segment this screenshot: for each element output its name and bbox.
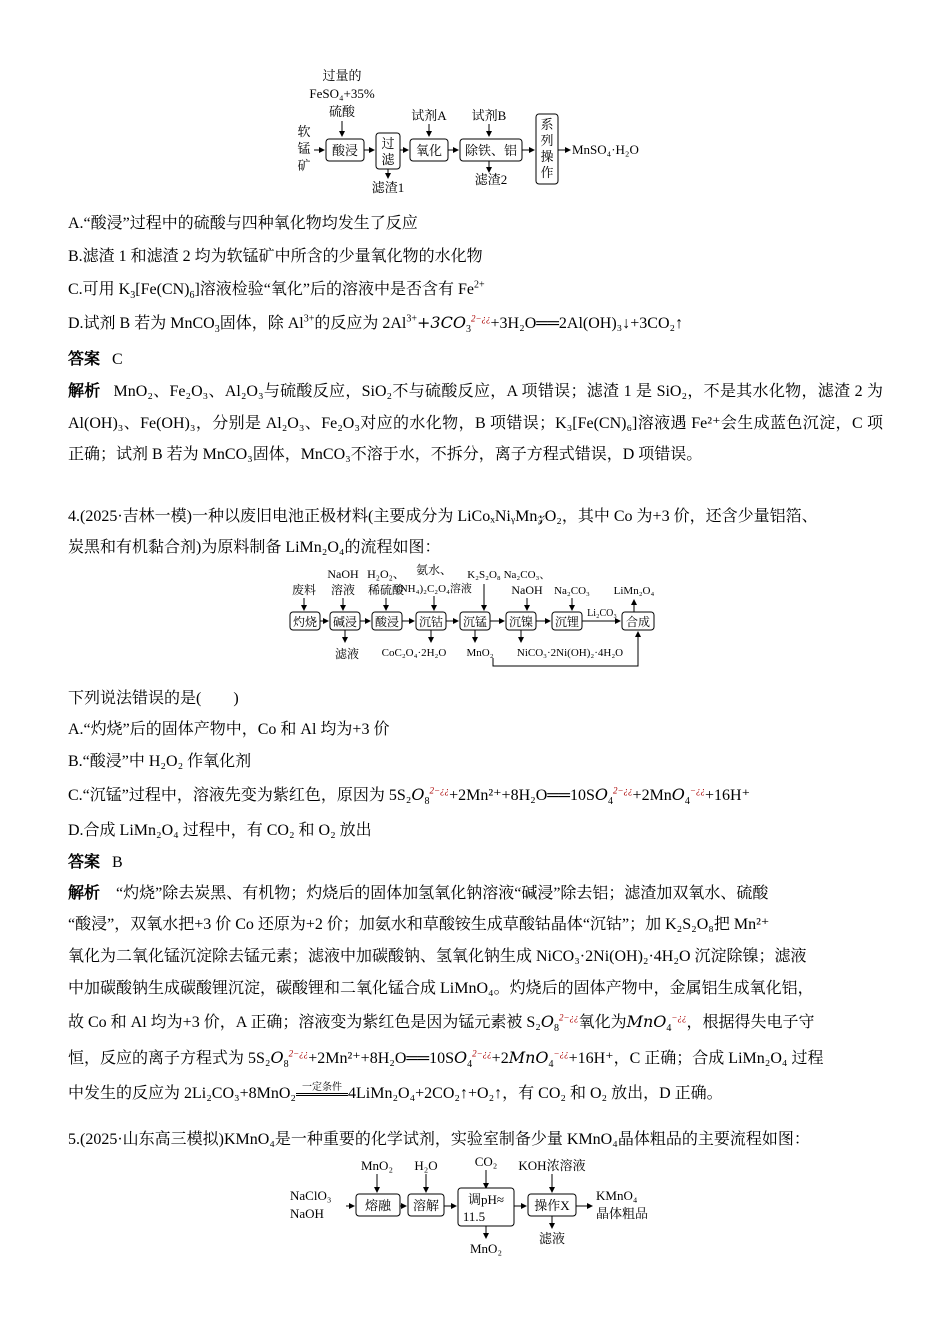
diagram-label: NaOH (511, 583, 543, 597)
diagram-label: 沉钴 (418, 615, 444, 629)
diagram-label: MnO₂ (466, 647, 494, 659)
diagram-label: 溶液 (330, 583, 356, 597)
q3-analysis: 解析 MnO₂、Fe₂O₃、Al₂O₃与硫酸反应，SiO₂不与硫酸反应，A 项错误；滤渣 1 是 SiO₂，不是其水化物，滤渣 2 为 Al(OH)₃、Fe(OH)₃，分别是 Al₂O₃、Fe₂O₃对应的水化物，B 项错误；K₃[Fe(CN)₆]溶液遇 Fe²⁺会生成蓝色沉淀，C 项正确；试剂 B 若为 MnCO₃固体，MnCO₃不溶于水，不拆分，离子方程式错误，D 项错误。 (68, 383, 883, 463)
box-remove-fe-al: 除铁、铝 (464, 143, 518, 158)
box-filter: 滤 (381, 152, 395, 167)
box-filter: 过 (381, 136, 395, 151)
q4-analysis-3: 氧化为二氧化锰沉淀除去锰元素；滤液中加碳酸钠、氢氧化钠生成 NiCO₃·2Ni(OH)₂·4H₂O 沉淀除镍；滤液 (68, 948, 807, 965)
diagram-label: 调pH≈ (467, 1192, 505, 1207)
diagram-label: NaOH (327, 567, 359, 581)
diagram-label: 灼烧 (292, 615, 318, 629)
q4-stem-2: 炭黑和有机黏合剂)为原料制备 LiMn₂O₄的流程如图： (68, 539, 441, 556)
diagram-label: 11.5 (462, 1209, 486, 1224)
diagram-label: 晶体粗品 (596, 1206, 649, 1221)
box-series-ops: 列 (540, 133, 554, 148)
q3-option-b: B.滤渣 1 和滤渣 2 均为软锰矿中所含的少量氧化物的水化物 (68, 248, 483, 265)
source-label: 软 (297, 124, 311, 139)
diagram-label: 碱浸 (332, 615, 358, 629)
reagent-label: 硫酸 (328, 104, 356, 119)
box-acid-leach: 酸浸 (331, 143, 359, 158)
reagent-b: 试剂B (471, 108, 507, 123)
diagram-label: 熔融 (364, 1198, 392, 1213)
q4-analysis-4: 中加碳酸钠生成碳酸锂沉淀，碳酸锂和二氧化锰合成 LiMnO₄。灼烧后的固体产物中，金属铝生成氧化铝， (68, 980, 814, 997)
q5-stem: 5.(2025·山东高三模拟)KMnO₄是一种重要的化学试剂，实验室制备少量 KMnO₄晶体粗品的主要流程如图： (68, 1131, 810, 1148)
diagram-label: LiMn₂O₄ (613, 585, 655, 597)
flow-diagram-mnso4 (290, 66, 670, 198)
reagent-label: 过量的 (322, 68, 362, 83)
diagram-label: H₂O (414, 1158, 438, 1173)
source-label: 矿 (297, 158, 311, 173)
diagram-label: MnO₂ (470, 1241, 502, 1256)
diagram-label: NaClO₃ (290, 1188, 332, 1203)
diagram-label: K₂S₂O₈ (467, 569, 501, 581)
diagram-label: 沉镍 (508, 615, 534, 629)
q3-answer: 答案 C (68, 351, 123, 368)
diagram-label: NaOH (290, 1206, 324, 1221)
diagram-label: 废料 (291, 583, 317, 597)
q4-stem-1: 4.(2025·吉林一模)一种以废旧电池正极材料(主要成分为 LiCoₓNiᵧMn𝓏O₂，其中 Co 为+3 价，还含少量铝箔、 (68, 508, 818, 525)
diagram-label: 合成 (625, 615, 651, 629)
reagent-label: FeSO₄+35% (309, 86, 375, 101)
box-series-ops: 系 (540, 117, 554, 132)
diagram-label: 稀硫酸 (367, 583, 405, 597)
q4-analysis-1: 解析 “灼烧”除去炭黑、有机物；灼烧后的固体加氢氧化钠溶液“碱浸”除去铝；滤渣加双氧水、硫酸 (68, 885, 769, 902)
box-oxidation: 氧化 (415, 143, 443, 158)
flow-diagram-kmno4 (290, 1152, 670, 1260)
q4-question: 下列说法错误的是( ) (68, 690, 239, 707)
diagram-label: 沉锂 (554, 615, 580, 629)
diagram-label: CO₂ (474, 1154, 498, 1169)
residue-1: 滤渣1 (371, 180, 405, 195)
q4-analysis-6: 恒，反应的离子方程式为 $5S_2O_8^{2-¿¿}+2Mn^{2+}+8H_2O══10SO_4^{2-¿¿}+2MnO_4^{-¿¿}+16H^+$，C 正确；合成 LiMn₂O₄ 过程 (68, 1048, 824, 1071)
q4-option-d: D.合成 LiMn₂O₄ 过程中，有 CO₂ 和 O₂ 放出 (68, 822, 372, 839)
diagram-label: 沉锰 (462, 615, 488, 629)
reagent-a: 试剂A (411, 108, 447, 123)
flow-diagram-limn2o4 (288, 560, 668, 670)
product-label: MnSO₄·H₂O (572, 142, 639, 157)
diagram-label: Na₂CO₃、 (503, 569, 551, 581)
diagram-label: KMnO₄ (596, 1188, 638, 1203)
diagram-label: Na₂CO₃ (554, 585, 590, 597)
q4-analysis-7: 中发生的反应为 2Li₂CO₃+8MnO₂ 一定条件 4LiMn₂O₄+2CO₂↑+O₂↑，有 CO₂ 和 O₂ 放出，D 正确。 (68, 1081, 723, 1102)
q4-option-a: A.“灼烧”后的固体产物中，Co 和 Al 均为+3 价 (68, 721, 390, 738)
diagram-label: 滤液 (334, 647, 360, 661)
residue-2: 滤渣2 (474, 172, 508, 187)
q3-option-d: D.试剂 B 若为 MnCO$_3$固体，除 $Al^{3+}$的反应为 $2Al^{3+}+3CO_3^{2-¿¿}+3H_2O══2Al(OH)_3↓+3CO_2↑$ (68, 313, 684, 336)
box-series-ops: 作 (540, 165, 554, 180)
diagram-label: Li₂CO₃ (587, 608, 617, 619)
box-series-ops: 操 (540, 149, 554, 164)
diagram-label: 操作X (534, 1198, 570, 1213)
diagram-label: 溶解 (412, 1198, 440, 1213)
diagram-label: 酸浸 (374, 615, 400, 629)
diagram-label: (NH₄)₂C₂O₄溶液 (396, 583, 472, 595)
q3-option-c: C.可用 $K_3[Fe(CN)_6]$溶液检验“氧化”后的溶液中是否含有 $Fe^{2+}$ (68, 279, 485, 302)
q3-option-a: A.“酸浸”过程中的硫酸与四种氧化物均发生了反应 (68, 215, 418, 232)
diagram-label: 氨水、 (415, 563, 453, 577)
q4-answer: 答案 B (68, 854, 123, 871)
q4-analysis-5: 故 Co 和 Al 均为+3 价，A 正确；溶液变为紫红色是因为锰元素被 $S_2O_8^{2-¿¿}$氧化为MnO$_4$−¿¿，根据得失电子守 (68, 1012, 815, 1035)
q4-option-c: C.“沉锰”过程中，溶液先变为紫红色，原因为 $5S_2O_8^{2-¿¿}+2Mn^{2+}+8H_2O══10SO_4^{2-¿¿}+2MnO_4^{-¿¿}+16H^+$ (68, 785, 751, 808)
diagram-label: NiCO₃·2Ni(OH)₂·4H₂O (516, 647, 624, 659)
q4-analysis-2: “酸浸”，双氧水把+3 价 Co 还原为+2 价；加氨水和草酸铵生成草酸钴晶体“沉钴”；加 K₂S₂O₈把 Mn²⁺ (68, 916, 770, 933)
source-label: 锰 (297, 141, 311, 156)
diagram-label: 滤液 (538, 1231, 566, 1246)
diagram-label: KOH浓溶液 (518, 1158, 586, 1173)
diagram-label: H₂O₂、 (367, 567, 405, 581)
diagram-label: CoC₂O₄·2H₂O (381, 647, 447, 659)
q4-option-b: B.“酸浸”中 H₂O₂ 作氧化剂 (68, 753, 252, 770)
diagram-label: MnO₂ (361, 1158, 393, 1173)
